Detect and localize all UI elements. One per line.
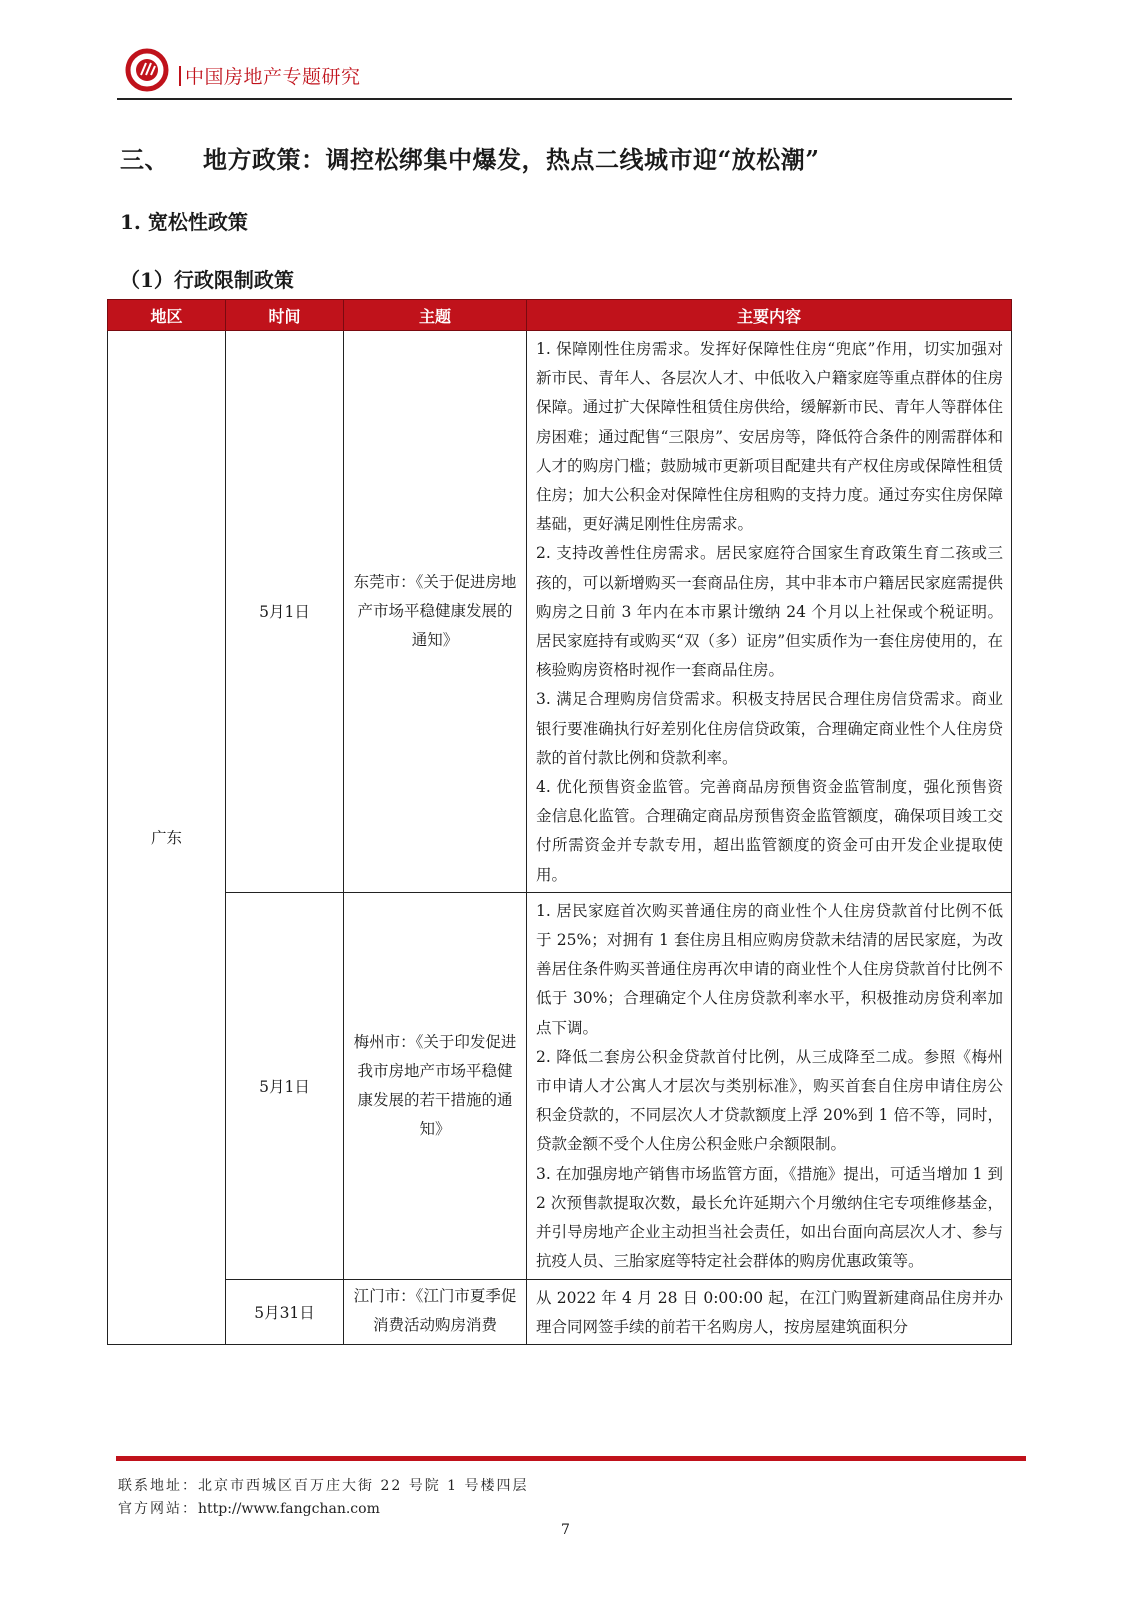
content-paragraph: 1. 保障刚性住房需求。发挥好保障性住房“兜底”作用，切实加强对新市民、青年人、各层次人才、中低收入户籍家庭等重点群体的住房保障。通过扩大保障性租赁住房供给，缓解新市民、青年人等群体住房困难；通过配售“三限房”、安居房等，降低符合条件的刚需群体和人才的购房门槛；鼓励城市更新项目配建共有产权住房或保障性租赁住房；加大公积金对保障性住房租购的支持力度。通过夯实住房保障基础，更好满足刚性住房需求。 bbox=[536, 340, 1003, 534]
content-paragraph: 3. 在加强房地产销售市场监管方面，《措施》提出，可适当增加 1 到 2 次预售款提取次数，最长允许延期六个月缴纳住宅专项维修基金，并引导房地产企业主动担当社会责任，如出台面向高层次人才、参与抗疫人员、三胎家庭等特定社会群体的购房优惠政策等。 bbox=[536, 1164, 1003, 1271]
subject-cell: 东莞市：《关于促进房地产市场平稳健康发展的通知》 bbox=[344, 331, 527, 893]
policy-table bbox=[107, 299, 1012, 1345]
content-cell bbox=[527, 1279, 1012, 1344]
column-header-date: 时间 bbox=[226, 300, 344, 331]
content-cell bbox=[527, 892, 1012, 1279]
footer-website: 官方网站：http://www.fangchan.com bbox=[118, 1501, 380, 1517]
table-header-row bbox=[108, 300, 1012, 331]
subsection-heading: 1. 宽松性政策 bbox=[120, 210, 248, 234]
content-paragraph: 从 2022 年 4 月 28 日 0:00:00 起，在江门购置新建商品住房并办理合同网签手续的前若干名购房人，按房屋建筑面积分 bbox=[536, 1288, 1003, 1336]
subject-cell: 梅州市：《关于印发促进我市房地产市场平稳健康发展的若干措施的通知》 bbox=[344, 892, 527, 1279]
table-row bbox=[108, 892, 1012, 1279]
column-header-region: 地区 bbox=[108, 300, 226, 331]
column-header-subject: 主题 bbox=[344, 300, 527, 331]
table-row bbox=[108, 1279, 1012, 1344]
column-header-content: 主要内容 bbox=[527, 300, 1012, 331]
page-footer bbox=[118, 1475, 529, 1521]
region-cell: 广东 bbox=[108, 331, 226, 1345]
subsubsection-heading: （1）行政限制政策 bbox=[120, 268, 294, 292]
table-row bbox=[108, 331, 1012, 893]
content-paragraph: 4. 优化预售资金监管。完善商品房预售资金监管制度，强化预售资金信息化监管。合理确定商品房预售资金监管额度，确保项目竣工交付所需资金并专款专用，超出监管额度的资金可由开发企业提取使用。 bbox=[536, 778, 1003, 884]
content-paragraph: 1. 居民家庭首次购买普通住房的商业性个人住房贷款首付比例不低于 25%；对拥有 1 套住房且相应购房贷款未结清的居民家庭，为改善居住条件购买普通住房再次申请的商业性个人住房贷款首付比例不低于 30%；合理确定个人住房贷款利率水平，积极推动房贷利率加点下调。 bbox=[536, 901, 1003, 1037]
red-circle-logo-icon bbox=[125, 48, 169, 92]
subject-cell: 江门市：《江门市夏季促消费活动购房消费 bbox=[344, 1279, 527, 1344]
content-paragraph: 2. 降低二套房公积金贷款首付比例，从三成降至二成。参照《梅州市申请人才公寓人才层次与类别标准》，购买首套自住房申请住房公积金贷款的，不同层次人才贷款额度上浮 20%到 1 倍不等，同时，贷款金额不受个人住房公积金账户余额限制。 bbox=[536, 1047, 1003, 1154]
content-paragraph: 3. 满足合理购房信贷需求。积极支持居民合理住房信贷需求。商业银行要准确执行好差别化住房信贷政策，合理确定商业性个人住房贷款的首付款比例和贷款利率。 bbox=[536, 690, 1003, 767]
footer-address: 联系地址：北京市西城区百万庄大街 22 号院 1 号楼四层 bbox=[118, 1478, 529, 1494]
page-number: 7 bbox=[561, 1522, 570, 1538]
website-link[interactable]: http://www.fangchan.com bbox=[198, 1501, 380, 1517]
date-cell: 5月31日 bbox=[226, 1279, 344, 1344]
footer-divider bbox=[116, 1456, 1026, 1461]
date-cell: 5月1日 bbox=[226, 892, 344, 1279]
content-cell bbox=[527, 331, 1012, 893]
brand-title: 中国房地产专题研究 bbox=[179, 62, 361, 89]
page-header bbox=[117, 40, 1012, 100]
content-paragraph: 2. 支持改善性住房需求。居民家庭符合国家生育政策生育二孩或三孩的，可以新增购买一套商品住房，其中非本市户籍居民家庭需提供购房之日前 3 年内在本市累计缴纳 24 个月以上社保或个税证明。居民家庭持有或购买“双（多）证房”但实质作为一套住房使用的，在核验购房资格时视作一套商品住房。 bbox=[536, 544, 1003, 680]
section-heading: 三、 地方政策：调控松绑集中爆发，热点二线城市迎“放松潮” bbox=[120, 145, 820, 174]
date-cell: 5月1日 bbox=[226, 331, 344, 893]
